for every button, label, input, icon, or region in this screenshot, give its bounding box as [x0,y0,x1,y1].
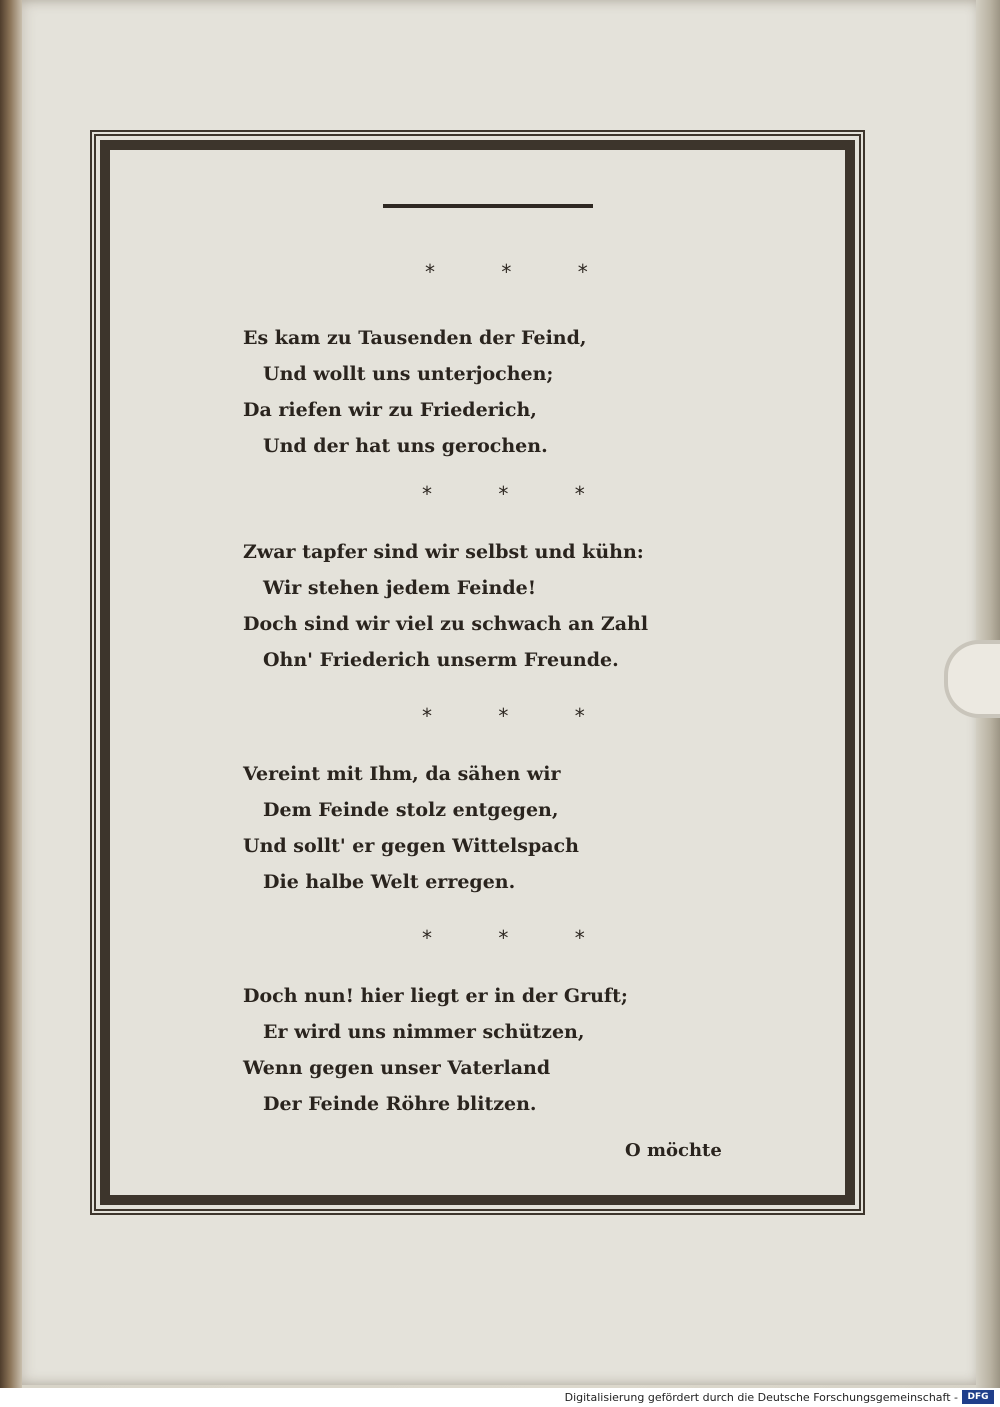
stanza-2 [243,534,648,678]
verse-line: Es kam zu Tausenden der Feind, [243,327,587,349]
verse-line: Doch nun! hier liegt er in der Gruft; [243,985,628,1007]
verse-line: Zwar tapfer sind wir selbst und kühn: [243,541,644,563]
verse-line: Da riefen wir zu Friederich, [243,399,537,421]
funding-notice: Digitalisierung gefördert durch die Deutsche Forschungsgemeinschaft - [564,1391,958,1404]
stanza-1 [243,320,587,464]
verse-line: Vereint mit Ihm, da sähen wir [243,763,561,785]
stanza-separator: * * * [422,926,615,950]
verse-line: Und wollt uns unterjochen; [263,363,554,385]
stanza-3 [243,756,579,900]
verse-line: Er wird uns nimmer schützen, [263,1021,585,1043]
catchword: O möchte [625,1140,722,1161]
verse-line: Doch sind wir viel zu schwach an Zahl [243,613,649,635]
stanza-separator: * * * [422,482,615,506]
top-rule [383,204,593,208]
verse-line: Der Feinde Röhre blitzen. [263,1093,537,1115]
verse-line: Wenn gegen unser Vaterland [243,1057,551,1079]
dfg-logo[interactable]: DFG [962,1390,994,1404]
binding-edge [0,0,22,1390]
stanza-separator: * * * [425,260,618,284]
verse-line: Und sollt' er gegen Wittelspach [243,835,579,857]
page-clip [944,640,1000,718]
verse-line: Und der hat uns gerochen. [263,435,548,457]
verse-line: Ohn' Friederich unserm Freunde. [263,649,619,671]
verse-line: Dem Feinde stolz entgegen, [263,799,559,821]
verse-line: Die halbe Welt erregen. [263,871,516,893]
stanza-4 [243,978,628,1122]
stanza-separator: * * * [422,704,615,728]
verse-line: Wir stehen jedem Feinde! [263,577,537,599]
